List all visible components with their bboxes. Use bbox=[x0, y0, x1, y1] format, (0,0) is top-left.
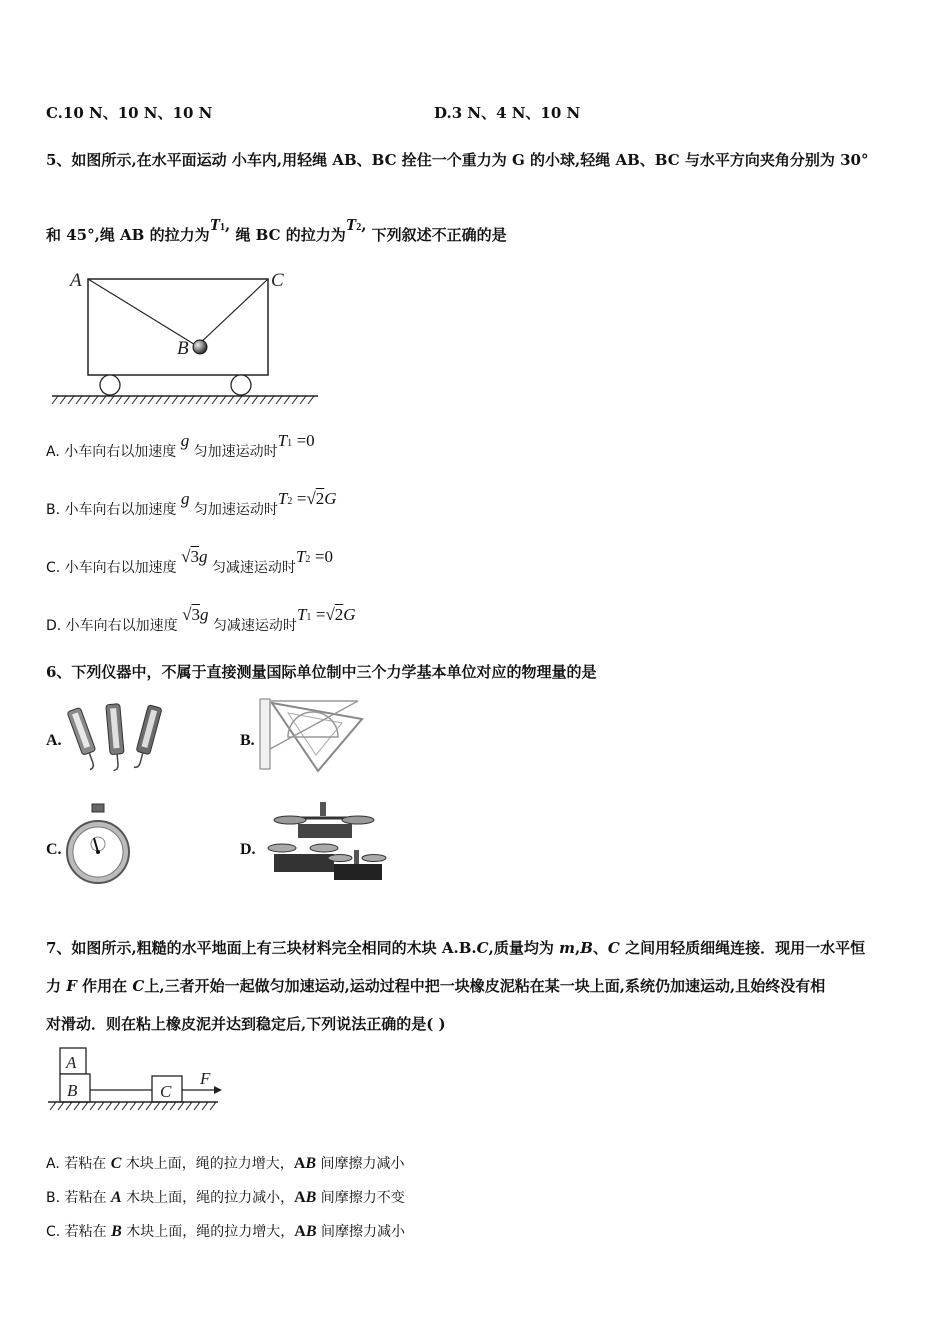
q5-stem-line2: 和 45°,绳 AB 的拉力为T1, 绳 BC 的拉力为T2, 下列叙述不正确的是 bbox=[46, 215, 507, 244]
q4-option-c: C.10 N、10 N、10 N bbox=[46, 104, 213, 122]
q5-fig-label-b: B bbox=[177, 338, 189, 359]
q7-blocks-figure bbox=[46, 1044, 236, 1120]
q5-option-d: D. 小车向右以加速度 √3g 匀减速运动时T1 =√2G bbox=[46, 605, 356, 634]
q6-label-d: D. bbox=[240, 841, 256, 858]
q4-option-d: D.3 N、4 N、10 N bbox=[434, 104, 581, 122]
q7-stem-line1: 7、如图所示,粗糙的水平地面上有三块材料完全相同的木块 A.B.C,质量均为 m,B、C 之间用轻质细绳连接．现用一水平恒 bbox=[46, 939, 866, 957]
q5-option-c: C. 小车向右以加速度 √3g 匀减速运动时T2 =0 bbox=[46, 547, 333, 576]
q7-stem-line3: 对滑动．则在粘上橡皮泥并达到稳定后,下列说法正确的是( ) bbox=[46, 1015, 446, 1033]
q5-stem-line1: 5、如图所示,在水平面运动 小车内,用轻绳 AB、BC 拴住一个重力为 G 的小球,轻绳 AB、BC 与水平方向夹角分别为 30° bbox=[46, 151, 869, 169]
q5-option-a: A. 小车向右以加速度 g 匀加速运动时T1 =0 bbox=[46, 431, 315, 460]
ruler-set-square-icon bbox=[258, 697, 368, 775]
q5-fig-label-c: C bbox=[271, 270, 284, 291]
q7-stem-line2: 力 F 作用在 C上,三者开始一起做匀加速运动,运动过程中把一块橡皮泥粘在某一块上面,系统仍加速运动,且始终没有相 bbox=[46, 977, 826, 995]
q7-fig-label-f: F bbox=[200, 1069, 211, 1088]
q7-option-a: A. 若粘在 C 木块上面，绳的拉力增大，AB 间摩擦力减小 bbox=[46, 1155, 405, 1172]
q6-label-a: A. bbox=[46, 732, 62, 749]
q7-fig-label-b: B bbox=[67, 1081, 78, 1100]
q5-option-b: B. 小车向右以加速度 g 匀加速运动时T2 =√2G bbox=[46, 489, 337, 518]
q5-cart-figure bbox=[40, 262, 330, 412]
q7-fig-label-a: A bbox=[66, 1053, 77, 1072]
q6-stem: 6、下列仪器中，不属于直接测量国际单位制中三个力学基本单位对应的物理量的是 bbox=[46, 663, 597, 681]
q6-label-b: B. bbox=[240, 732, 255, 749]
q7-fig-label-c: C bbox=[160, 1082, 172, 1101]
stopwatch-icon bbox=[64, 802, 134, 892]
q7-option-c: C. 若粘在 B 木块上面，绳的拉力增大，AB 间摩擦力减小 bbox=[46, 1223, 405, 1240]
q6-label-c: C. bbox=[46, 841, 62, 858]
q5-fig-label-a: A bbox=[70, 270, 82, 291]
spring-scale-icon bbox=[62, 700, 172, 780]
balance-scale-icon bbox=[268, 798, 392, 886]
q7-option-b: B. 若粘在 A 木块上面，绳的拉力减小，AB 间摩擦力不变 bbox=[46, 1189, 405, 1206]
